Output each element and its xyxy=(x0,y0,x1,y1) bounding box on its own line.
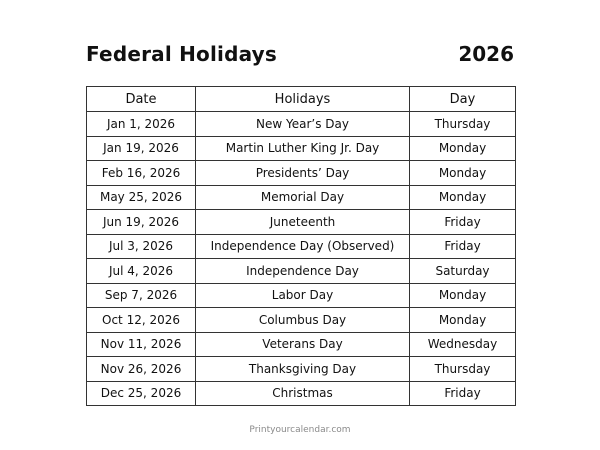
table-row xyxy=(87,185,516,210)
day-cell: Monday xyxy=(410,161,516,186)
year-label: 2026 xyxy=(458,42,514,66)
date-cell: Jul 4, 2026 xyxy=(87,259,196,284)
holiday-cell: Independence Day xyxy=(196,259,410,284)
day-cell: Monday xyxy=(410,308,516,333)
date-cell: Jul 3, 2026 xyxy=(87,234,196,259)
holiday-cell: New Year’s Day xyxy=(196,112,410,137)
date-cell: May 25, 2026 xyxy=(87,185,196,210)
holiday-cell: Juneteenth xyxy=(196,210,410,235)
table-row xyxy=(87,308,516,333)
holidays-table xyxy=(86,86,516,406)
date-cell: Feb 16, 2026 xyxy=(87,161,196,186)
day-cell: Friday xyxy=(410,210,516,235)
holiday-cell: Columbus Day xyxy=(196,308,410,333)
table-row xyxy=(87,210,516,235)
date-cell: Jan 19, 2026 xyxy=(87,136,196,161)
table-row xyxy=(87,283,516,308)
date-cell: Jun 19, 2026 xyxy=(87,210,196,235)
day-cell: Friday xyxy=(410,234,516,259)
table-row xyxy=(87,234,516,259)
day-cell: Monday xyxy=(410,283,516,308)
table-row xyxy=(87,357,516,382)
date-cell: Dec 25, 2026 xyxy=(87,381,196,406)
date-cell: Nov 26, 2026 xyxy=(87,357,196,382)
holiday-cell: Memorial Day xyxy=(196,185,410,210)
column-header-holidays: Holidays xyxy=(196,87,410,112)
column-header-date: Date xyxy=(87,87,196,112)
table-row xyxy=(87,161,516,186)
holiday-cell: Independence Day (Observed) xyxy=(196,234,410,259)
date-cell: Oct 12, 2026 xyxy=(87,308,196,333)
holiday-cell: Labor Day xyxy=(196,283,410,308)
holiday-cell: Martin Luther King Jr. Day xyxy=(196,136,410,161)
date-cell: Nov 11, 2026 xyxy=(87,332,196,357)
table-row xyxy=(87,136,516,161)
day-cell: Thursday xyxy=(410,112,516,137)
column-header-day: Day xyxy=(410,87,516,112)
table-row xyxy=(87,381,516,406)
date-cell: Jan 1, 2026 xyxy=(87,112,196,137)
footer-credit: Printyourcalendar.com xyxy=(249,425,351,435)
holiday-cell: Christmas xyxy=(196,381,410,406)
table-row xyxy=(87,332,516,357)
day-cell: Monday xyxy=(410,136,516,161)
holiday-cell: Presidents’ Day xyxy=(196,161,410,186)
page-title: Federal Holidays xyxy=(86,42,278,66)
day-cell: Wednesday xyxy=(410,332,516,357)
table-row xyxy=(87,112,516,137)
table-row xyxy=(87,259,516,284)
table-header-row xyxy=(87,87,516,112)
day-cell: Monday xyxy=(410,185,516,210)
day-cell: Friday xyxy=(410,381,516,406)
day-cell: Saturday xyxy=(410,259,516,284)
date-cell: Sep 7, 2026 xyxy=(87,283,196,308)
day-cell: Thursday xyxy=(410,357,516,382)
holiday-cell: Thanksgiving Day xyxy=(196,357,410,382)
holiday-cell: Veterans Day xyxy=(196,332,410,357)
